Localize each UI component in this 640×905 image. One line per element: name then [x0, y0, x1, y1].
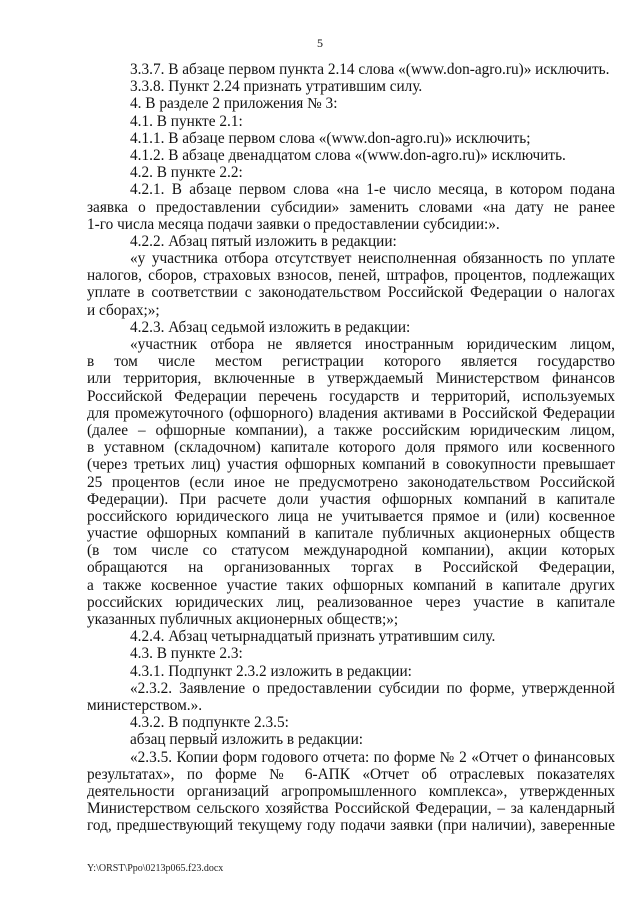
document-body	[87, 61, 615, 834]
text-line: 4.1.1. В абзаце первом слова «(www.don-agro.ru)» исключить;	[130, 129, 531, 147]
text-line: 4.2.3. Абзац седьмой изложить в редакции:	[130, 318, 411, 336]
text-line: 4.2.2. Абзац пятый изложить в редакции:	[130, 232, 397, 250]
text-line: 4. В разделе 2 приложения № 3:	[130, 95, 338, 113]
text-line: а также косвенное участие таких офшорных компаний в капитале других	[87, 576, 615, 594]
text-line: участие офшорных компаний в капитале публичных акционерных обществ	[87, 525, 615, 543]
text-line: и сборах;»;	[87, 301, 160, 319]
text-line: или территория, включенные в утверждаемый Министерством финансов	[87, 370, 615, 388]
text-line: заявка о предоставлении субсидии» заменить словами «на дату не ранее	[87, 198, 615, 216]
text-line: 4.2.1. В абзаце первом слова «на 1-е число месяца, в котором подана	[130, 181, 615, 199]
text-line: (в том числе со статусом международной компании), акции которых	[87, 542, 615, 560]
text-line: российских юридических лиц, реализованное через участие в капитале	[87, 593, 615, 611]
text-line: 4.3. В пункте 2.3:	[130, 645, 243, 663]
text-line: 3.3.7. В абзаце первом пункта 2.14 слова «(www.don-agro.ru)» исключить.	[130, 61, 610, 78]
text-line: для промежуточного (офшорного) владения активами в Российской Федерации	[87, 404, 615, 422]
text-line: в том числе местом регистрации которого является государство	[87, 353, 615, 371]
text-line: «2.3.2. Заявление о предоставлении субсидии по форме, утвержденной	[130, 679, 615, 697]
text-line: деятельности организаций агропромышленного комплекса», утвержденных	[87, 782, 615, 800]
text-line: 1-го числа месяца подачи заявки о предоставлении субсидии:».	[87, 215, 500, 233]
file-path-footer: Y:\ORST\Ppo\0213p065.f23.docx	[87, 863, 224, 874]
text-line: министерством.».	[87, 696, 203, 714]
text-line: год, предшествующий текущему году подачи заявки (при наличии), заверенные	[87, 817, 615, 835]
text-line: 4.2. В пункте 2.2:	[130, 164, 243, 182]
text-line: в уставном (складочном) капитале которого доля прямого или косвенного	[87, 439, 615, 457]
text-line: уплате в соответствии с законодательством Российской Федерации о налогах	[87, 284, 615, 302]
text-line: налогов, сборов, страховых взносов, пеней, штрафов, процентов, подлежащих	[87, 267, 615, 285]
text-line: 4.2.4. Абзац четырнадцатый признать утратившим силу.	[130, 628, 496, 646]
text-line: 4.1.2. В абзаце двенадцатом слова «(www.don-agro.ru)» исключить.	[130, 146, 566, 164]
text-line: 4.1. В пункте 2.1:	[130, 112, 243, 130]
text-line: Российской Федерации перечень государств и территорий, используемых	[87, 387, 615, 405]
text-line: абзац первый изложить в редакции:	[130, 731, 364, 749]
page-number: 5	[317, 36, 323, 50]
text-line: (через третьих лиц) участия офшорных компаний в совокупности превышает	[87, 456, 615, 474]
text-line: 4.3.2. В подпункте 2.3.5:	[130, 714, 289, 732]
text-line: 4.3.1. Подпункт 2.3.2 изложить в редакции:	[130, 662, 412, 680]
text-line: «2.3.5. Копии форм годового отчета: по форме № 2 «Отчет о финансовых	[130, 748, 615, 766]
text-line: российского юридического лица не учитывается прямое и (или) косвенное	[87, 507, 615, 525]
text-line: указанных публичных акционерных обществ;»;	[87, 611, 399, 628]
text-line: обращаются на организованных торгах в Российской Федерации,	[87, 559, 615, 577]
text-line: Федерации). При расчете доли участия офшорных компаний в капитале	[87, 490, 615, 508]
text-line: 25 процентов (если иное не предусмотрено законодательством Российской	[87, 473, 615, 491]
text-line: 3.3.8. Пункт 2.24 признать утратившим силу.	[130, 78, 423, 96]
text-line: «участник отбора не является иностранным юридическим лицом,	[130, 336, 615, 353]
text-line: результатах», по форме № 6-АПК «Отчет об отраслевых показателях	[87, 765, 615, 783]
text-line: «у участника отбора отсутствует неисполненная обязанность по уплате	[130, 250, 615, 268]
text-line: (далее – офшорные компании), а также российским юридическим лицом,	[87, 421, 615, 439]
text-line: Министерством сельского хозяйства Российской Федерации, – за календарный	[87, 800, 615, 818]
